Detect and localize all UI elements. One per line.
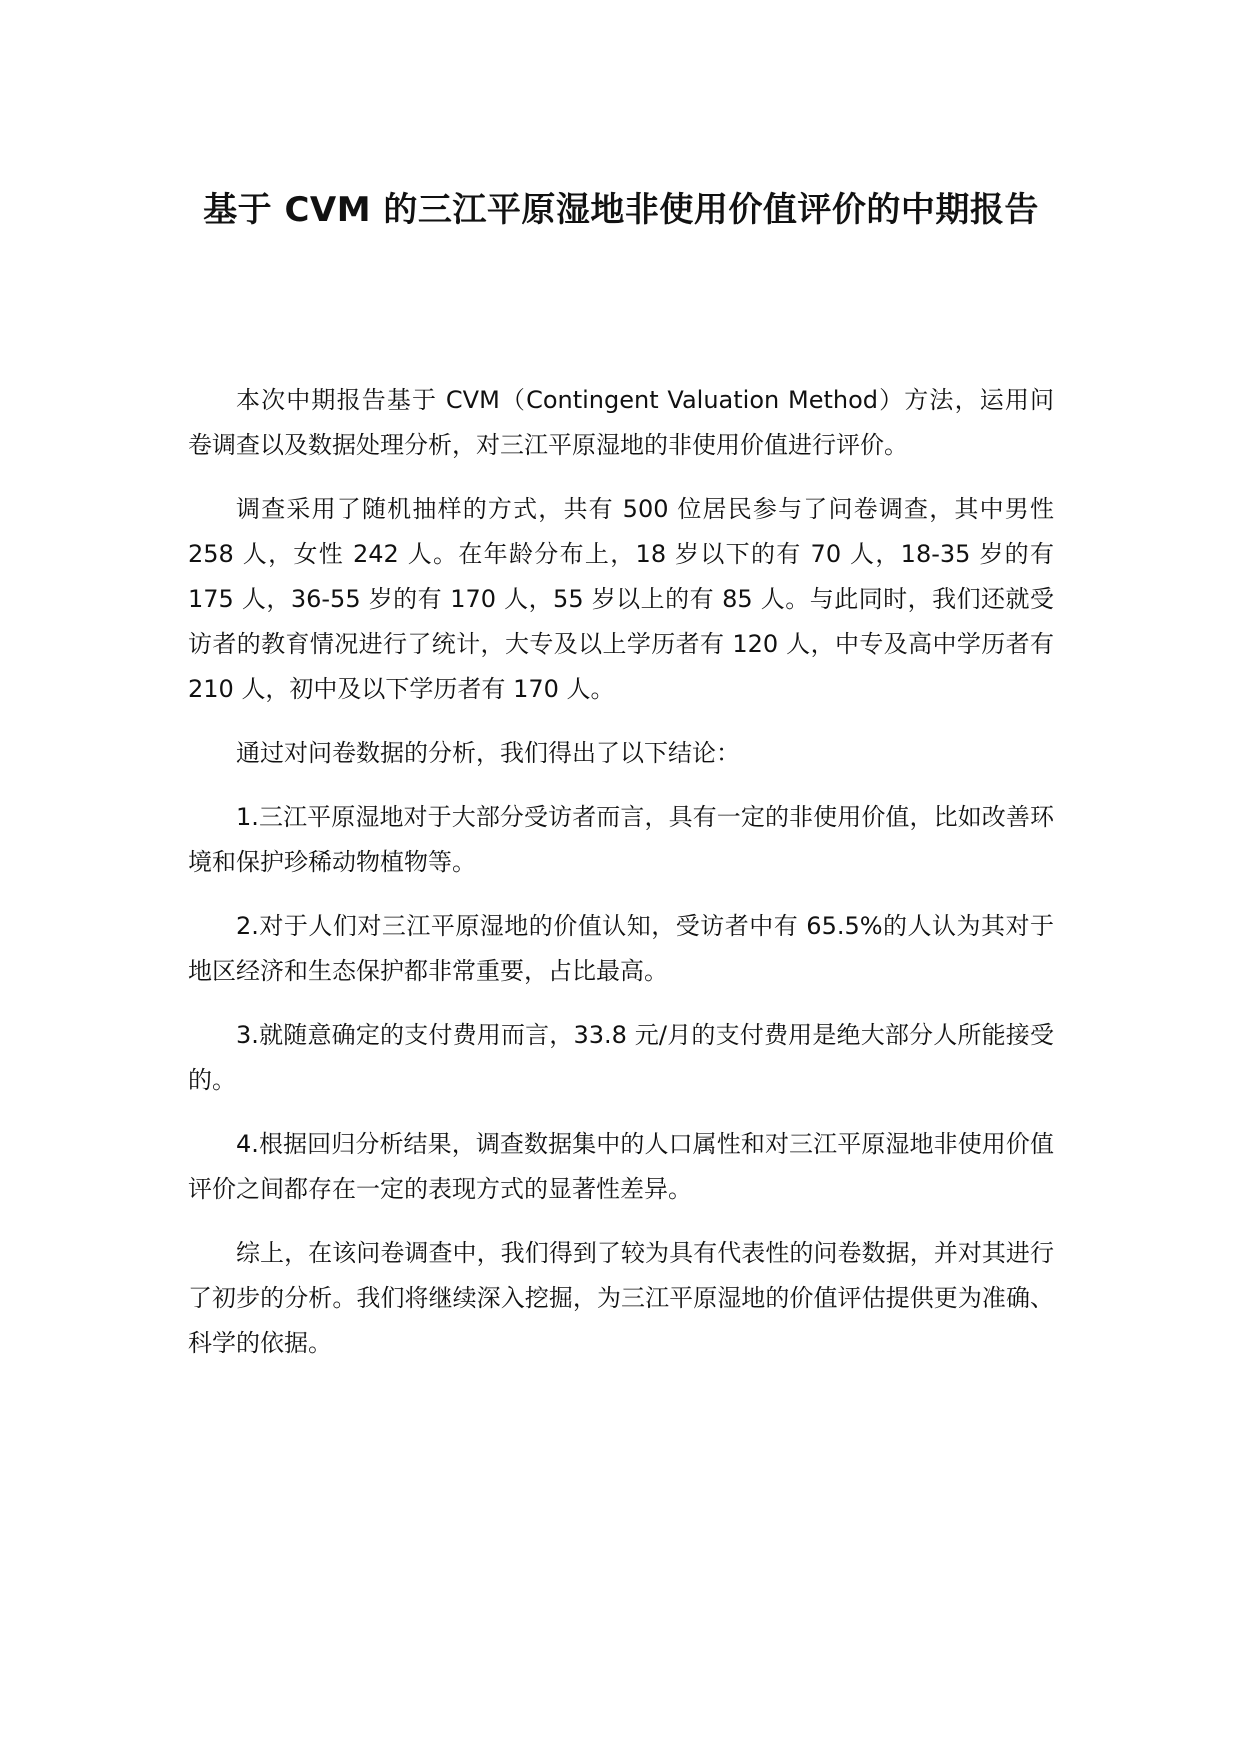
document-title: 基于 CVM 的三江平原湿地非使用价值评价的中期报告 — [203, 190, 1039, 230]
paragraph-conclusion-3: 3.就随意确定的支付费用而言，33.8 元/月的支付费用是绝大部分人所能接受的。 — [188, 1021, 1054, 1094]
paragraph-conclusion-1: 1.三江平原湿地对于大部分受访者而言，具有一定的非使用价值，比如改善环境和保护珍稀动物植物等。 — [188, 803, 1054, 876]
paragraph-summary: 综上，在该问卷调查中，我们得到了较为具有代表性的问卷数据，并对其进行了初步的分析。我们将继续深入挖掘，为三江平原湿地的价值评估提供更为准确、科学的依据。 — [188, 1239, 1054, 1357]
paragraph-survey-sample: 调查采用了随机抽样的方式，共有 500 位居民参与了问卷调查，其中男性 258 人，女性 242 人。在年龄分布上，18 岁以下的有 70 人，18-35 岁的有 175 人，36-55 岁的有 170 人，55 岁以上的有 85 人。与此同时，我们还就受访者的教育情况进行了统计，大专及以上学历者有 120 人，中专及高中学历者有 210 人，初中及以下学历者有 170 人。 — [188, 495, 1054, 703]
paragraph-intro: 本次中期报告基于 CVM（Contingent Valuation Method）方法，运用问卷调查以及数据处理分析，对三江平原湿地的非使用价值进行评价。 — [188, 386, 1054, 459]
paragraph-conclusion-2: 2.对于人们对三江平原湿地的价值认知，受访者中有 65.5%的人认为其对于地区经济和生态保护都非常重要，占比最高。 — [188, 912, 1054, 985]
paragraph-conclusion-lead: 通过对问卷数据的分析，我们得出了以下结论： — [236, 739, 740, 767]
document-body — [188, 378, 1054, 1385]
paragraph-conclusion-4: 4.根据回归分析结果，调查数据集中的人口属性和对三江平原湿地非使用价值评价之间都存在一定的表现方式的显著性差异。 — [188, 1130, 1054, 1203]
